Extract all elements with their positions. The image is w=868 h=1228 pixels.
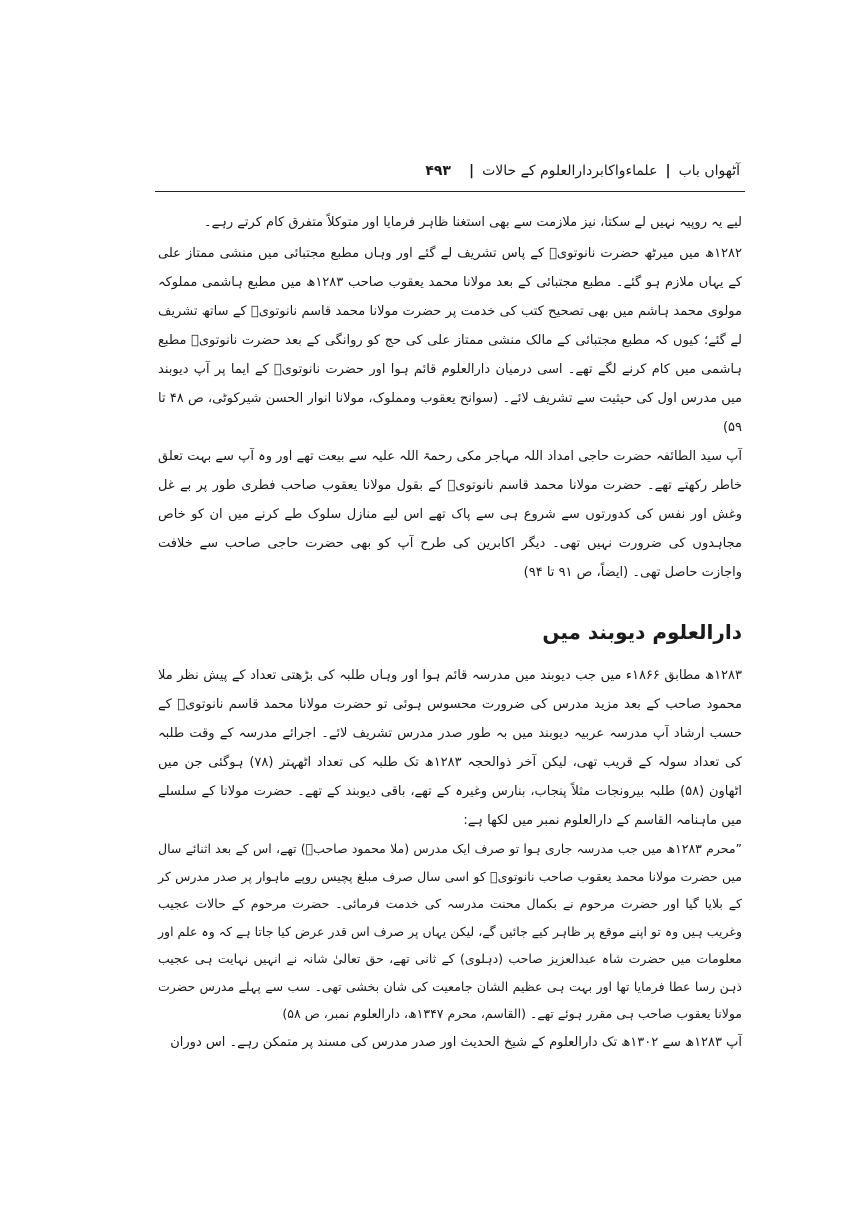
page-number: ۴۹۳ bbox=[425, 163, 451, 179]
closing-line: آپ ۱۲۸۳ھ سے ۱۳۰۲ھ تک دارالعلوم کے شیخ الحدیث اور صدر مدرس کی مسند پر متمکن رہے۔ اس دوران bbox=[170, 1034, 742, 1050]
block-quote: ”محرم ۱۲۸۳ھ میں جب مدرسہ جاری ہوا تو صرف ایک مدرس (ملا محمود صاحبؒ) تھے، اس کے بعد اثنائے سال میں حضرت مولانا محمد یعقوب صاحب نانوتویؒ کو اسی سال صرف مبلغ پچیس روپے ماہوار پر صدر مدرس کر کے بلایا گیا اور حضرت مرحوم نے بکمال محنت مدرسہ کی خدمت فرمائی۔ حضرت مرحوم کے حالات عجیب وغریب ہیں وہ تو اپنے موقع پر ظاہر کیے جائیں گے، لیکن یہاں پر صرف اس قدر عرض کیا جاتا ہے کہ وہ علم اور معلومات میں حضرت شاہ عبدالعزیز صاحب (دہلوی) کے ثانی تھے، حق تعالیٰ شانہ نے انہیں نہایت ہی عجیب ذہن رسا عطا فرمایا تھا اور بہت ہی عظیم الشان جامعیت کی شان بخشی تھی۔ سب سے پہلے مدرس حضرت مولانا یعقوب صاحب ہی مقرر ہوئے تھے۔ (القاسم، محرم ۱۳۴۷ھ، دارالعلوم نمبر، ص ۵۸) bbox=[158, 841, 742, 1021]
page-body bbox=[158, 208, 742, 1057]
chapter-label: آٹھواں باب bbox=[678, 163, 740, 179]
paragraph-3: آپ سید الطائفہ حضرت حاجی امداد اللہ مہاجر مکی رحمۃ اللہ علیہ سے بیعت تھے اور وہ آپ سے بہت تعلق خاطر رکھتے تھے۔ حضرت مولانا محمد قاسم نانوتویؒ کے بقول مولانا یعقوب صاحب فطری طور پر بے غل وغش اور نفس کی کدورتوں سے شروع ہی سے پاک تھے اس لیے منازل سلوک طے کرنے میں ان کو خاص مجاہدوں کی ضرورت نہیں تھی۔ دیگر اکابرین کی طرح آپ کو بھی حضرت حاجی صاحب سے خلافت واجازت حاصل تھی۔ (ایضاً، ص ۹۱ تا ۹۴) bbox=[158, 449, 742, 580]
section-intro: ۱۲۸۳ھ مطابق ۱۸۶۶ء میں جب دیوبند میں مدرسہ قائم ہوا اور وہاں طلبہ کی بڑھتی تعداد کے پیش نظر ملا محمود صاحب کے بعد مزید مدرس کی ضرورت محسوس ہوئی تو حضرت مولانا محمد قاسم نانوتویؒ کے حسب ارشاد آپ مدرسہ عربیہ دیوبند میں بہ طور صدر مدرس تشریف لائے۔ اجرائے مدرسہ کے وقت طلبہ کی تعداد سولہ کے قریب تھی، لیکن آخر ذوالحجہ ۱۲۸۳ھ تک طلبہ کی تعداد اٹھہتر (۷۸) ہوگئی جن میں اٹھاون (۵۸) طلبہ بیرونجات مثلاً پنجاب، بنارس وغیرہ کے تھے، باقی دیوبند کے تھے۔ حضرت مولانا کے سلسلے میں ماہنامہ القاسم کے دارالعلوم نمبر میں لکھا ہے: bbox=[158, 668, 743, 828]
paragraph-2: ۱۲۸۲ھ میں میرٹھ حضرت نانوتویؒ کے پاس تشریف لے گئے اور وہاں مطبع مجتبائی میں منشی ممتاز علی کے یہاں ملازم ہو گئے۔ مطبع مجتبائی کے بعد مولانا محمد یعقوب صاحب ۱۲۸۳ھ میں مطبع ہاشمی مملوکہ مولوی محمد ہاشم میں بھی تصحیح کتب کی خدمت پر حضرت مولانا محمد قاسم نانوتویؒ کے ساتھ تشریف لے گئے؛ کیوں کہ مطبع مجتبائی کے مالک منشی ممتاز علی کی حج کو روانگی کے بعد حضرت نانوتویؒ مطبع ہاشمی میں کام کرنے لگے تھے۔ اسی درمیان دارالعلوم قائم ہوا اور حضرت نانوتویؒ کے ایما پر آپ دیوبند میں مدرس اول کی حیثیت سے تشریف لائے۔ (سوانح یعقوب ومملوک، مولانا انوار الحسن شیرکوٹی، ص ۴۸ تا ۵۹) bbox=[158, 246, 743, 435]
header-title: علماءواکابردارالعلوم کے حالات bbox=[482, 163, 658, 179]
header-separator-2: | bbox=[468, 163, 475, 179]
header-separator: | bbox=[665, 163, 671, 179]
section-heading: دارالعلوم دیوبند میں bbox=[542, 620, 742, 644]
paragraph-1: لیے یہ روپیہ نہیں لے سکتا، نیز ملازمت سے بھی استغنا ظاہر فرمایا اور متوکلاً متفرق کام کرتے رہے۔ bbox=[204, 215, 742, 230]
header-rule bbox=[155, 191, 745, 192]
running-header bbox=[160, 160, 740, 182]
